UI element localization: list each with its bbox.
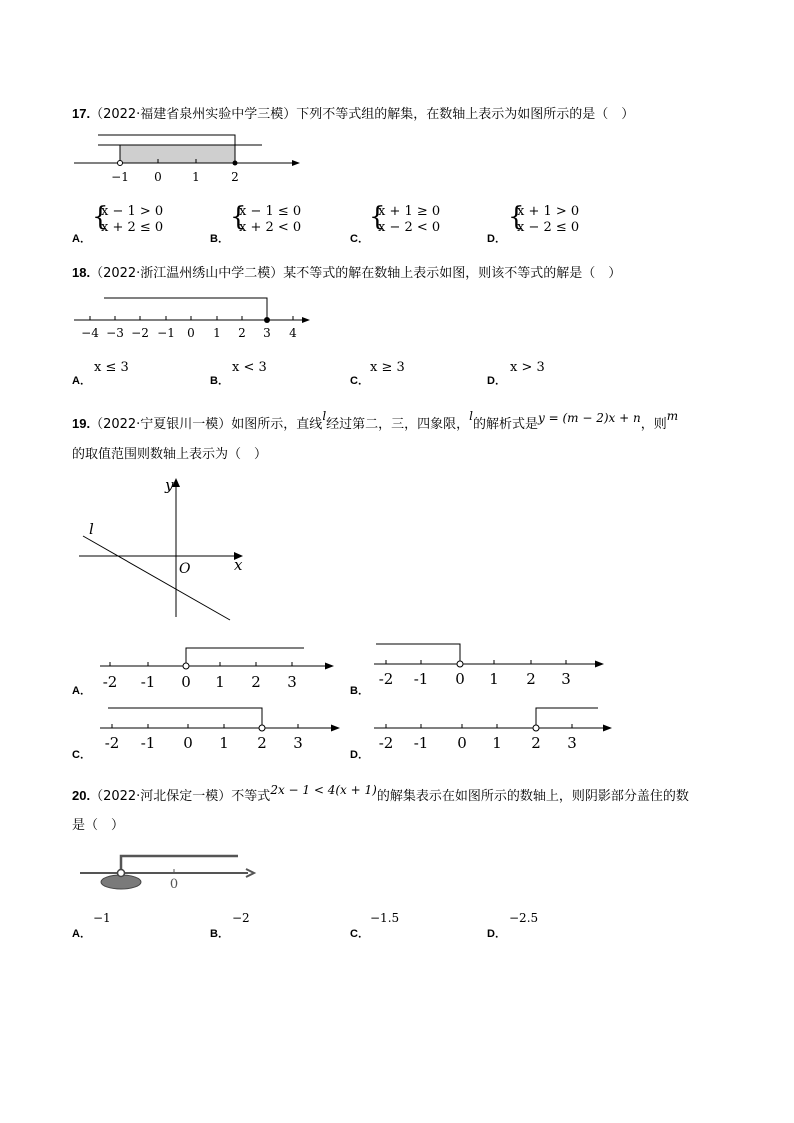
q20-number: 20. bbox=[72, 788, 91, 803]
q19-var-l: l bbox=[322, 409, 327, 423]
q17-tick-label: 1 bbox=[192, 170, 200, 184]
q20-source: （2022·河北保定一模） bbox=[90, 789, 232, 804]
q19-option-b-label[interactable]: B． bbox=[350, 685, 369, 697]
q19-c-open-point bbox=[259, 725, 265, 731]
q17-option-d-label[interactable]: D． bbox=[487, 233, 506, 245]
q18-option-a[interactable]: x ≤ 3 bbox=[94, 360, 129, 375]
q20-open-point bbox=[118, 870, 125, 877]
q17-closed-point bbox=[233, 161, 238, 166]
q18-tick-label: 3 bbox=[263, 326, 271, 340]
q19-stem-line2: 的取值范围则数轴上表示为（ ） bbox=[72, 447, 268, 462]
q17-option-d-row1: x + 1 > 0 bbox=[517, 204, 580, 219]
q20-text-1: 不等式 bbox=[231, 789, 271, 804]
q19-a-arrow bbox=[325, 663, 334, 670]
q19-c-tick-label: 3 bbox=[293, 734, 303, 752]
q18-option-a-label[interactable]: A． bbox=[72, 375, 91, 387]
q19-c-tick-label: 2 bbox=[257, 734, 267, 752]
q19-c-tick-label: 1 bbox=[219, 734, 229, 752]
q19-c-arrow bbox=[331, 725, 340, 732]
q19-d-tick-label: 0 bbox=[457, 734, 467, 752]
q20-stem-line2: 是（ ） bbox=[72, 818, 125, 833]
q19-coordinate-graph bbox=[75, 472, 255, 627]
q17-option-b-label[interactable]: B． bbox=[210, 233, 229, 245]
q19-b-open-point bbox=[457, 661, 463, 667]
q18-number-line bbox=[72, 292, 317, 342]
q18-solution-bracket bbox=[104, 298, 267, 320]
q17-axis-arrow bbox=[292, 160, 300, 166]
q19-line-l bbox=[83, 536, 230, 620]
q19-d-tick-label: -1 bbox=[413, 734, 429, 752]
q19-a-tick-label: 2 bbox=[251, 673, 261, 691]
q17-option-a-label[interactable]: A． bbox=[72, 233, 91, 245]
q18-option-c-label[interactable]: C． bbox=[350, 375, 369, 387]
q19-source: （2022·宁夏银川一模） bbox=[90, 417, 232, 432]
q18-closed-point bbox=[264, 317, 270, 323]
q19-b-tick-label: 2 bbox=[526, 670, 536, 688]
q19-d-open-point bbox=[533, 725, 539, 731]
q20-option-b[interactable]: −2 bbox=[232, 911, 250, 925]
q17-option-a-row2: x + 2 ≤ 0 bbox=[101, 220, 164, 235]
q19-c-bracket bbox=[108, 708, 262, 728]
q20-text-2: 的解集表示在如图所示的数轴上，则阴影部分盖住的数 bbox=[376, 789, 689, 804]
q18-option-b[interactable]: x < 3 bbox=[232, 360, 267, 375]
q19-d-tick-label: 1 bbox=[492, 734, 502, 752]
q17-option-b-row2: x + 2 < 0 bbox=[239, 220, 302, 235]
q18-tick-label: −3 bbox=[106, 326, 124, 340]
q18-stem bbox=[72, 262, 621, 281]
q19-d-arrow bbox=[603, 725, 612, 732]
q17-text: 下列不等式组的解集，在数轴上表示为如图所示的是（ ） bbox=[296, 107, 635, 122]
q19-a-tick-label: -1 bbox=[140, 673, 156, 691]
q18-text: 某不等式的解在数轴上表示如图，则该不等式的解是（ ） bbox=[283, 266, 622, 281]
q20-solution-bracket bbox=[121, 856, 238, 873]
q19-b-tick-label: 0 bbox=[455, 670, 465, 688]
q17-source: （2022·福建省泉州实验中学三模） bbox=[90, 107, 297, 122]
q19-text-3: 的解析式是 bbox=[473, 417, 539, 432]
q17-tick-label: 2 bbox=[231, 170, 239, 184]
q18-option-d[interactable]: x > 3 bbox=[510, 360, 545, 375]
q19-c-tick-label: -2 bbox=[104, 734, 120, 752]
q19-a-tick-label: -2 bbox=[102, 673, 118, 691]
q17-option-c-label[interactable]: C． bbox=[350, 233, 369, 245]
q19-c-tick-label: -1 bbox=[140, 734, 156, 752]
q19-b-tick-label: 3 bbox=[561, 670, 571, 688]
q19-stem bbox=[72, 409, 679, 432]
q19-b-tick-label: -2 bbox=[378, 670, 394, 688]
q19-b-arrow bbox=[595, 661, 604, 668]
q19-text-2: 经过第二，三，四象限， bbox=[326, 417, 470, 432]
q17-option-b-row1: x − 1 ≤ 0 bbox=[239, 204, 302, 219]
q17-shaded-region bbox=[120, 145, 235, 163]
q18-tick-label: 1 bbox=[213, 326, 221, 340]
q20-formula: 2x − 1 < 4(x + 1) bbox=[270, 783, 377, 797]
q19-line-label: l bbox=[89, 520, 94, 538]
q19-a-tick-label: 1 bbox=[215, 673, 225, 691]
q19-b-tick-label: -1 bbox=[413, 670, 429, 688]
q20-stem bbox=[72, 785, 689, 804]
q17-tick-label: 0 bbox=[154, 170, 162, 184]
q19-d-tick-label: 2 bbox=[531, 734, 541, 752]
q17-stem bbox=[72, 103, 634, 122]
q17-number: 17. bbox=[72, 106, 91, 121]
q19-c-tick-label: 0 bbox=[183, 734, 193, 752]
q19-formula: y = (m − 2)x + n bbox=[538, 411, 641, 425]
q19-text-1: 如图所示，直线 bbox=[231, 417, 323, 432]
q20-option-c-label[interactable]: C． bbox=[350, 928, 369, 940]
q20-option-c[interactable]: −1.5 bbox=[370, 911, 400, 925]
q19-d-tick-label: -2 bbox=[378, 734, 394, 752]
q19-a-tick-label: 0 bbox=[181, 673, 191, 691]
q18-tick-label: −4 bbox=[81, 326, 99, 340]
q20-option-b-label[interactable]: B． bbox=[210, 928, 229, 940]
q18-tick-label: 0 bbox=[187, 326, 195, 340]
q20-option-d[interactable]: −2.5 bbox=[509, 911, 539, 925]
q19-d-tick-label: 3 bbox=[567, 734, 577, 752]
q19-option-b-number-line[interactable] bbox=[370, 636, 615, 691]
q19-option-c-label[interactable]: C． bbox=[72, 749, 91, 761]
q19-var-l-2: l bbox=[469, 409, 474, 423]
q18-option-c[interactable]: x ≥ 3 bbox=[370, 360, 405, 375]
q19-text-4: ，则 bbox=[640, 417, 667, 432]
q19-y-label: y bbox=[165, 476, 174, 494]
q19-var-m: m bbox=[666, 409, 679, 423]
q19-a-tick-label: 3 bbox=[287, 673, 297, 691]
brace-symbol: { bbox=[508, 202, 525, 232]
q19-origin-label: O bbox=[179, 561, 191, 577]
q19-option-d-label[interactable]: D． bbox=[350, 749, 369, 761]
q17-open-point bbox=[118, 161, 123, 166]
q19-a-bracket bbox=[186, 648, 304, 666]
q20-number-line bbox=[76, 848, 266, 898]
brace-symbol: { bbox=[369, 202, 386, 232]
q18-tick-label: 2 bbox=[238, 326, 246, 340]
q20-option-a[interactable]: −1 bbox=[93, 911, 111, 925]
q18-tick-label: 4 bbox=[289, 326, 297, 340]
q18-option-b-label[interactable]: B． bbox=[210, 375, 229, 387]
q18-tick-label: −2 bbox=[131, 326, 149, 340]
brace-symbol: { bbox=[230, 202, 247, 232]
q18-source: （2022·浙江温州绣山中学二模） bbox=[90, 266, 284, 281]
q18-tick-label: −1 bbox=[157, 326, 175, 340]
q20-tick-label: 0 bbox=[169, 877, 179, 892]
q20-option-a-label[interactable]: A． bbox=[72, 928, 91, 940]
q17-option-c-row1: x + 1 ≥ 0 bbox=[378, 204, 441, 219]
q19-number: 19. bbox=[72, 416, 91, 431]
q17-tick-label: −1 bbox=[111, 170, 129, 184]
q19-option-c-number-line[interactable] bbox=[96, 700, 346, 755]
brace-symbol: { bbox=[92, 202, 109, 232]
q19-option-d-number-line[interactable] bbox=[370, 700, 615, 755]
q19-b-bracket bbox=[376, 644, 460, 664]
q17-number-line bbox=[70, 130, 310, 190]
q18-axis-arrow bbox=[302, 317, 310, 323]
q17-option-d-row2: x − 2 ≤ 0 bbox=[517, 220, 580, 235]
q17-option-a-row1: x − 1 > 0 bbox=[101, 204, 164, 219]
q19-a-open-point bbox=[183, 663, 189, 669]
q20-option-d-label[interactable]: D． bbox=[487, 928, 506, 940]
q18-option-d-label[interactable]: D． bbox=[487, 375, 506, 387]
q19-option-a-number-line[interactable] bbox=[96, 640, 341, 695]
q19-x-label: x bbox=[234, 556, 243, 574]
q19-option-a-label[interactable]: A． bbox=[72, 685, 91, 697]
q19-b-tick-label: 1 bbox=[489, 670, 499, 688]
q17-option-c-row2: x − 2 < 0 bbox=[378, 220, 441, 235]
q19-d-bracket bbox=[536, 708, 598, 728]
q18-number: 18. bbox=[72, 265, 91, 280]
